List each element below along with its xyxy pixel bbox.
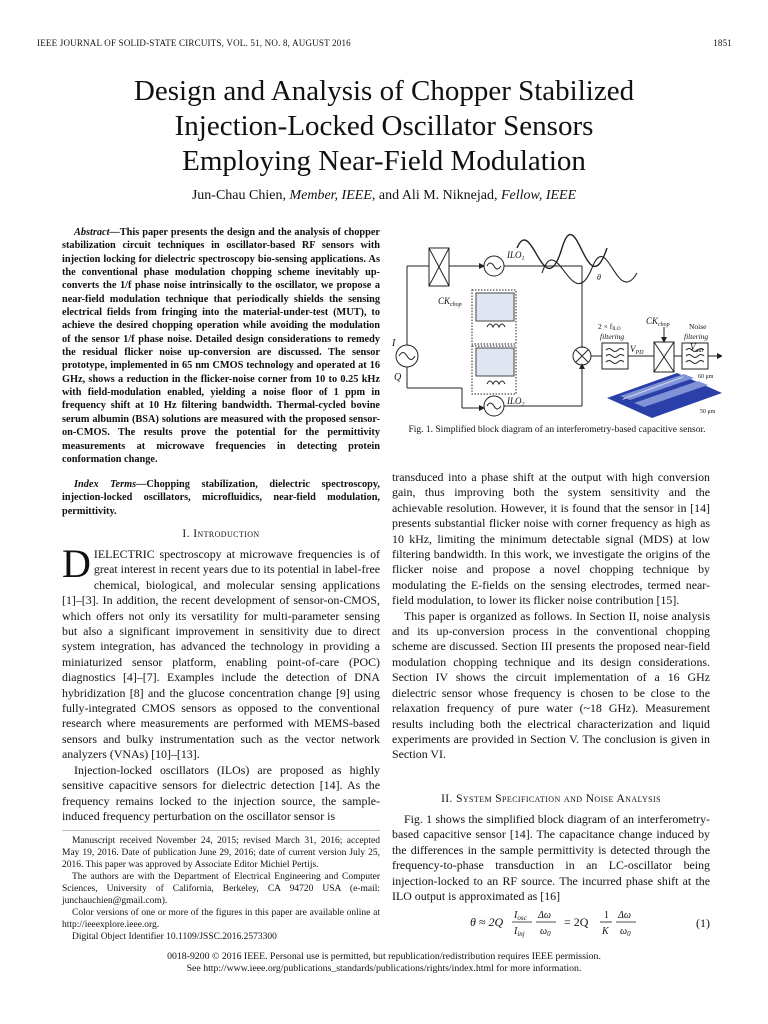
figure-caption: Fig. 1. Simplified block diagram of an interferometry-based capacitive sensor. xyxy=(408,425,706,435)
section-title: System Specification and Noise Analysis xyxy=(456,793,661,805)
ilo2-label: ILO xyxy=(507,396,522,406)
intro-paragraph: Injection-locked oscillators (ILOs) are proposed as highly sensitive capacitive sensors for dielectric detection [14]. As the frequency remains locked to the injection source, the sample-induced frequency perturbation on the oscillator sensor is xyxy=(62,762,380,823)
title-line: Injection-Locked Oscillator Sensors xyxy=(174,110,594,142)
intro-paragraph xyxy=(62,541,380,763)
author-name: Jun-Chau Chien, xyxy=(191,188,286,203)
i-label: I xyxy=(392,338,396,349)
svg-text:ω0 xyxy=(620,926,631,938)
svg-text:Iosc xyxy=(513,910,528,922)
eq-k: K xyxy=(602,926,609,937)
vout-label: V xyxy=(690,342,696,352)
theta-label: θ xyxy=(597,273,601,282)
section-heading xyxy=(62,528,380,540)
author-name: and Ali M. Niknejad, xyxy=(378,188,498,203)
ck-chop-left-sub: chop xyxy=(450,302,462,308)
svg-text:CKchop xyxy=(646,316,670,328)
intro-text: spectroscopy at microwave frequencies is of great interest in recent years due to its potential in label-free chemical, biological, and molecular sensing applications [1]–[3]. In addition, the recent development of sensor-on-CMOS, which offers not only its versatility for multi-parameter sensing but also a significant improvement in sensitivity due to direct system integration, has advanced the technology in providing a miniaturized sensor platform, enabling point-of-care (POC) diagnostics [4]–[7]. Examples include the detection of DNA hybridization [8] and the glucose concentration change [9] using fully-integrated CMOS sensors as opposed to the conventional research where measurements are performed with MEMS-based sensors and bulky instrumentation such as the vector network analyzers (VNAs) [10]–[13]. xyxy=(62,547,380,762)
eq-den-sub: inj xyxy=(517,930,525,938)
copyright-line: 0018-9200 © 2016 IEEE. Personal use is permitted, but republication/redistribution requires IEEE permission. xyxy=(167,951,601,962)
filter-2f xyxy=(602,343,628,369)
eq-den: I xyxy=(514,926,518,937)
section-number: I. xyxy=(182,528,194,540)
eq-w0-sub: 0 xyxy=(547,930,551,938)
author-role: Member, IEEE, xyxy=(289,188,376,203)
svg-text:ILO1 xyxy=(506,250,525,262)
equation-number: (1) xyxy=(696,916,710,930)
body-paragraph: This paper is organized as follows. In Section II, noise analysis and its up-conversion process in the conventional chopping scheme are discussed. Section III presents the proposed near-field modulation chopping technique and its design considerations. Section IV shows the circuit implementation of a 16 GHz dielectric sensor whose frequency is chosen to be close to the relaxation frequency of pure water (~18 GHz). Measurement results including both the electrical characterization and liquid experiments are provided in Section V. The conclusion is given in Section VI. xyxy=(392,608,710,762)
eq-mid: = 2Q xyxy=(564,915,589,929)
vout-sub: out xyxy=(695,348,704,354)
ilo1-sub: 1 xyxy=(521,256,525,262)
noise-text2: filtering xyxy=(684,332,709,341)
eq-w0b: ω xyxy=(620,926,628,937)
abstract xyxy=(62,226,380,466)
svg-text:Vout xyxy=(690,342,704,354)
right-column-text xyxy=(392,470,710,763)
index-terms-body: Chopping stabilization, dielectric spectroscopy, injection-locked oscillators, microfluidics, near-field modulation, permittivity. xyxy=(62,479,380,517)
footnote-rule xyxy=(62,830,380,831)
index-terms xyxy=(62,478,380,518)
copyright-line: See http://www.ieee.org/publications_standards/publications/rights/index.html for more information. xyxy=(186,963,582,974)
author-role: Fellow, IEEE xyxy=(500,188,577,203)
section2-body xyxy=(392,812,710,904)
eq-dw2: Δω xyxy=(618,910,631,921)
noise-text: Noise xyxy=(689,322,707,331)
vpd-label: V xyxy=(630,344,636,354)
dropcap-word: IELECTRIC xyxy=(93,547,155,561)
title-line: Design and Analysis of Chopper Stabilized xyxy=(133,75,635,107)
ck-chop-left: CK xyxy=(438,296,451,306)
svg-text:CKchop xyxy=(438,296,462,308)
eq-one: 1 xyxy=(604,910,609,921)
section-title: Introduction xyxy=(193,528,260,540)
svg-text:VPD xyxy=(630,344,644,356)
eq-w0b-sub: 0 xyxy=(627,930,631,938)
ck-chop-right: CK xyxy=(646,316,659,326)
svg-text:ω0 xyxy=(540,926,551,938)
dim-label: 60 μm xyxy=(698,374,714,380)
block-diagram xyxy=(392,228,722,418)
equation-1 xyxy=(392,906,710,938)
vpd-sub: PD xyxy=(635,350,644,356)
ilo1-label: ILO xyxy=(507,250,522,260)
ck-chop-right-sub: chop xyxy=(658,322,670,328)
paper-title xyxy=(0,74,768,179)
filter1-text: 2 × f xyxy=(598,322,613,331)
svg-text:2 × fILO xyxy=(598,322,621,332)
footnote: The authors are with the Department of Electrical Engineering and Computer Sciences, University of California, Berkeley, CA 94720 USA (e-mail: junchauchien@gmail.com). xyxy=(62,872,380,906)
eq-dw: Δω xyxy=(538,910,551,921)
page-number: 1851 xyxy=(713,38,732,48)
footnotes xyxy=(62,835,380,943)
eq-num-sub: osc xyxy=(517,914,527,922)
dim-label: 50 μm xyxy=(700,409,716,415)
svg-text:Iinj xyxy=(513,926,525,938)
abstract-body: This paper presents the design and the analysis of chopper stabilization circuit techniques in oscillator-based RF sensors with injection locking for dielectric spectroscopy bio-sensing applications. As the conventional phase modulation chopping scheme inevitably up-converts the 1/f phase noise intrinsically to the oscillator, we propose a near-field modulation technique that periodically shields the sensing electrical fields from fringing into the material-under-test (MUT), to achieve the desired chopping operation while avoiding the modulation of the sensor 1/f phase noise. Detailed design considerations to remedy the residual flicker noise up-conversion are discussed. The sensor prototype, implemented in 65 nm CMOS technology and operated at 16 GHz, shows a reduction in the flicker-noise corner from 10 to 0.25 kHz with field-modulation enabled, yielding a noise floor of 1 ppm in frequency shift at 10 Hz filtering bandwidth. Thermal-cycled bovine serum albumin (BSA) solutions are measured with the proposed sensor-on-CMOS. The results prove the potential for the permittivity measurements at microwave frequencies in detecting protein conformation change. xyxy=(62,227,380,465)
body-paragraph: transduced into a phase shift at the output with high conversion gain, thus improving both the system sensitivity and the achievable resolution. However, it is found that the sensor in [14] presents substantial flicker noise with corner frequency as high as 10 kHz, limiting the minimum detectable signal (MDS) at low filtering bandwidth. In this work, we investigate the origins of the flicker noise and propose a novel chopping technique by modulating the E-fields on the sensing electrodes, termed near-field modulation, to lower its flicker noise contribution [15]. xyxy=(392,470,710,608)
dropcap: D xyxy=(62,541,91,586)
running-header: IEEE JOURNAL OF SOLID-STATE CIRCUITS, VOL. 51, NO. 8, AUGUST 2016 xyxy=(37,38,351,48)
equation-render xyxy=(392,906,710,938)
title-line: Employing Near-Field Modulation xyxy=(182,145,586,177)
section-number: II. xyxy=(441,793,457,805)
eq-lhs: θ ≈ 2Q xyxy=(470,915,504,929)
footnote: Color versions of one or more of the figures in this paper are available online at http://ieeexplore.ieee.org. xyxy=(62,908,380,930)
footnote: Digital Object Identifier 10.1109/JSSC.2016.2573300 xyxy=(72,932,277,942)
footnote: Manuscript received November 24, 2015; revised March 31, 2016; accepted May 19, 2016. Date of publication June 29, 2016; date of current version July 25, 2016. This paper was approved by Associate Editor Michiel Pertijs. xyxy=(62,836,380,870)
index-terms-lead: Index Terms— xyxy=(74,479,147,490)
author-line xyxy=(0,188,768,204)
abstract-lead: Abstract— xyxy=(74,227,120,238)
introduction-body xyxy=(62,541,380,824)
sine-wave xyxy=(542,256,637,283)
filter1-text2: filtering xyxy=(600,332,625,341)
ilo2-sub: 2 xyxy=(521,402,525,408)
q-label: Q xyxy=(394,372,402,383)
eq-w0: ω xyxy=(540,926,548,937)
body-paragraph: Fig. 1 shows the simplified block diagram of an interferometry-based capacitive sensor [14]. The capacitance change induced by the differences in the sample permittivity is detected through the frequency-to-phase transduction in an LC-oscillator being injection-locked to an RF source. The incurred phase shift at the ILO output is approximated as [16] xyxy=(392,812,710,904)
figure-1 xyxy=(392,228,722,418)
filter1-sub: ILO xyxy=(612,327,621,332)
copyright-notice xyxy=(0,951,768,975)
eq-num: I xyxy=(514,910,518,921)
section-heading xyxy=(392,793,710,805)
